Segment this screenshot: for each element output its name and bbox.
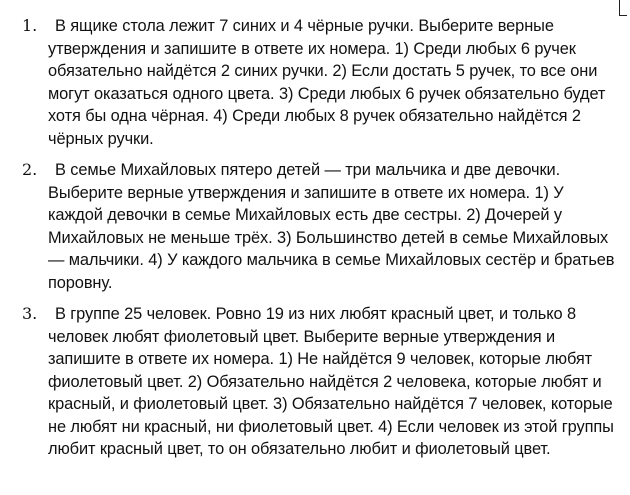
task-number: 2. [22,160,38,179]
task-text: В семье Михайловых пятеро детей — три мальчика и две девочки. Выберите верные утверждения и запишите в ответе их номера. 1) У каждой девочки в семье Михайловых есть две сестры. 2) Дочерей у Михайловых не меньше трёх. 3) Большинство детей в семье Михайловых — мальчики. 4) У каждого мальчика в семье Михайловых сестёр и братьев поровну. [48,161,615,292]
task-number: 1. [22,16,38,35]
task-text: В группе 25 человек. Ровно 19 из них любят красный цвет, и только 8 человек любят фиолетовый цвет. Выберите верные утверждения и запишите в ответе их номера. 1) Не найдётся 9 человек, которые любят фиолетовый цвет. 2) Обязательно найдётся 2 человека, которые любят и красный, и фиолетовый цвет. 3) Обязательно найдётся 7 человек, которые не любят ни красный, ни фиолетовый цвет. 4) Если человек из этой группы любит красный цвет, то он обязательно любит и фиолетовый цвет. [48,305,614,458]
task-item-3 [0,303,620,461]
task-item-1 [0,15,620,150]
task-number: 3. [22,304,38,323]
task-text: В ящике стола лежит 7 синих и 4 чёрные ручки. Выберите верные утверждения и запишите в ответе их номера. 1) Среди любых 6 ручек обязательно найдётся 2 синих ручки. 2) Если достать 5 ручек, то все они могут оказаться одного цвета. 3) Среди любых 6 ручек обязательно будет хотя бы одна чёрная. 4) Среди любых 8 ручек обязательно найдётся 2 чёрных ручки. [48,17,606,148]
page-corner-mark [619,0,627,16]
task-list [0,15,620,470]
task-item-2 [0,159,620,294]
